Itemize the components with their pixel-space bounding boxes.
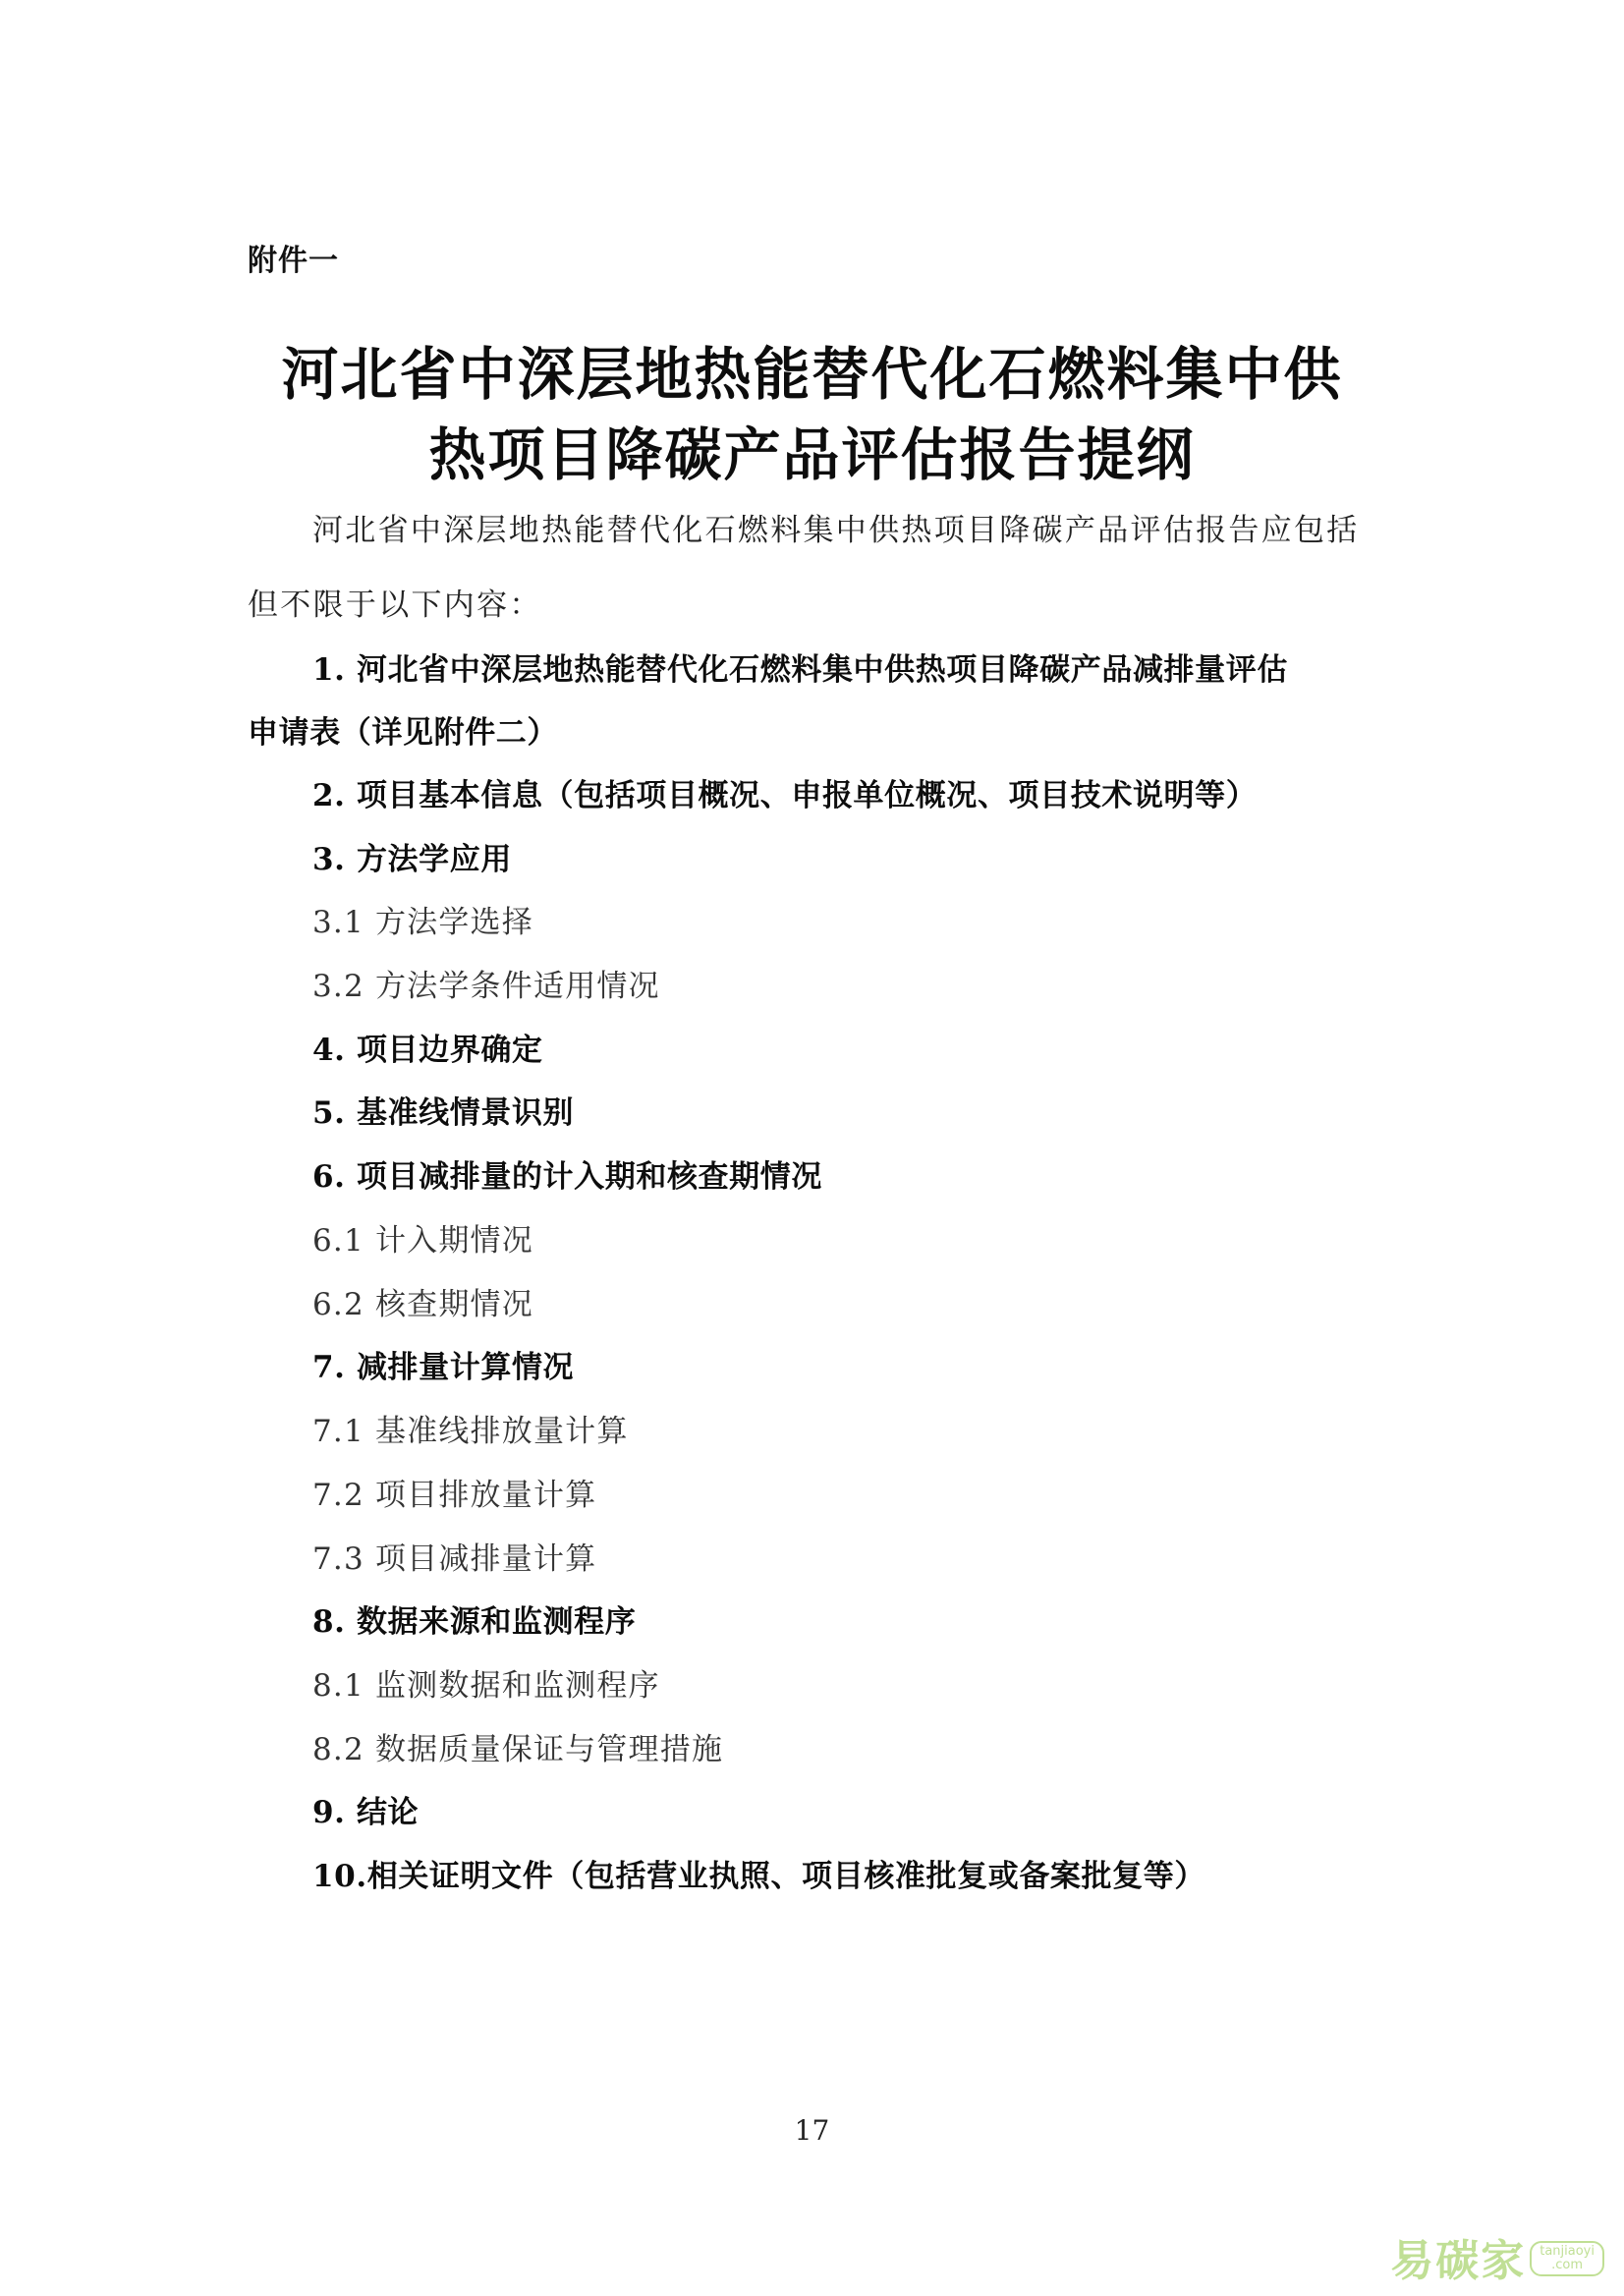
- watermark-logo: [1390, 2225, 1604, 2288]
- outline-item-7-2: 7.2 项目排放量计算: [312, 1478, 597, 1513]
- outline-item-7: 7. 减排量计算情况: [312, 1350, 575, 1385]
- outline-item-6-1: 6.1 计入期情况: [312, 1223, 533, 1259]
- outline-item-5: 5. 基准线情景识别: [312, 1095, 575, 1131]
- outline-item-3: 3. 方法学应用: [312, 842, 512, 877]
- outline-item-7-3: 7.3 项目减排量计算: [312, 1541, 597, 1577]
- outline-item-8: 8. 数据来源和监测程序: [312, 1604, 637, 1640]
- outline-item-1: 1. 河北省中深层地热能替代化石燃料集中供热项目降碳产品减排量评估: [312, 652, 1288, 688]
- document-title-line-2: 热项目降碳产品评估报告提纲: [428, 421, 1196, 488]
- outline-item-4: 4. 项目边界确定: [312, 1033, 543, 1068]
- outline-item-6-2: 6.2 核查期情况: [312, 1287, 533, 1322]
- attachment-label: 附件一: [248, 244, 339, 278]
- outline-item-8-1: 8.1 监测数据和监测程序: [312, 1668, 660, 1704]
- outline-item-3-2: 3.2 方法学条件适用情况: [312, 969, 660, 1004]
- outline-item-7-1: 7.1 基准线排放量计算: [312, 1414, 629, 1449]
- watermark-site-line-1: tanjiaoyi: [1540, 2244, 1595, 2259]
- watermark-brand: 易碳家: [1390, 2236, 1527, 2286]
- outline-item-9: 9. 结论: [312, 1795, 420, 1830]
- outline-item-8-2: 8.2 数据质量保证与管理措施: [312, 1732, 724, 1767]
- outline-item-10: 10.相关证明文件（包括营业执照、项目核准批复或备案批复等）: [312, 1859, 1205, 1894]
- watermark-site-line-2: .com: [1551, 2258, 1584, 2272]
- page-number: 17: [794, 2114, 830, 2147]
- outline-item-3-1: 3.1 方法学选择: [312, 905, 533, 940]
- outline-item-6: 6. 项目减排量的计入期和核查期情况: [312, 1159, 822, 1195]
- outline-item-2: 2. 项目基本信息（包括项目概况、申报单位概况、项目技术说明等）: [312, 778, 1258, 813]
- intro-paragraph-line-2: 但不限于以下内容：: [248, 588, 542, 623]
- document-title-line-1: 河北省中深层地热能替代化石燃料集中供: [281, 341, 1343, 408]
- intro-paragraph-line-1: 河北省中深层地热能替代化石燃料集中供热项目降碳产品评估报告应包括: [312, 513, 1360, 548]
- watermark-site-badge: [1530, 2241, 1604, 2276]
- outline-item-1-continued: 申请表（详见附件二）: [248, 715, 558, 751]
